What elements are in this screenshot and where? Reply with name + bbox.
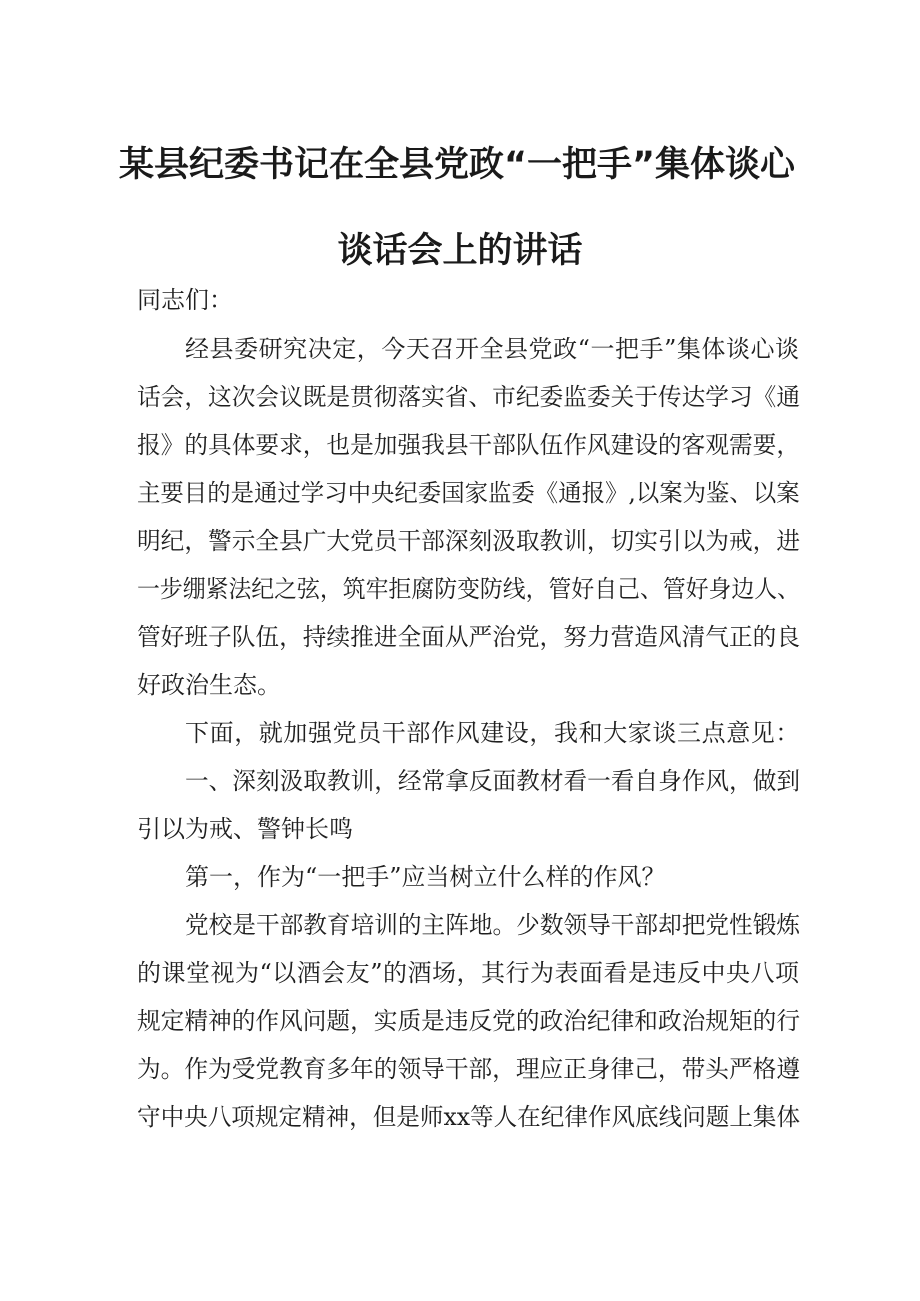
paragraph-line: 规定精神的作风问题，实质是违反党的政治纪律和政治规矩的行 [137, 1007, 800, 1035]
paragraph-line: 经县委研究决定，今天召开全县党政“一把手”集体谈心谈 [185, 335, 800, 363]
paragraph-line: 的课堂视为“以酒会友”的酒场，其行为表面看是违反中央八项 [137, 959, 800, 987]
paragraph-line: 明纪，警示全县广大党员干部深刻汲取教训，切实引以为戒，进 [137, 527, 800, 555]
subheading-line: 第一，作为“一把手”应当树立什么样的作风？ [185, 863, 666, 891]
paragraph-line: 党校是干部教育培训的主阵地。少数领导干部却把党性锻炼 [185, 911, 801, 939]
paragraph-line: 好政治生态。 [137, 671, 281, 699]
section-heading-line: 一、深刻汲取教训，经常拿反面教材看一看自身作风，做到 [185, 767, 801, 795]
paragraph-line: 守中央八项规定精神，但是师xx等人在纪律作风底线问题上集体 [137, 1103, 801, 1131]
document-title-line-1: 某县纪委书记在全县党政“一把手”集体谈心 [118, 145, 795, 185]
paragraph-line: 报》的具体要求，也是加强我县干部队伍作风建设的客观需要， [137, 431, 800, 459]
paragraph-line: 话会，这次会议既是贯彻落实省、市纪委监委关于传达学习《通 [137, 383, 800, 411]
paragraph-line: 下面，就加强党员干部作风建设，我和大家谈三点意见： [185, 719, 800, 747]
document-title-line-2: 谈话会上的讲话 [337, 231, 583, 271]
paragraph-line: 为。作为受党教育多年的领导干部，理应正身律己，带头严格遵 [137, 1055, 800, 1083]
paragraph-line: 主要目的是通过学习中央纪委国家监委《通报》,以案为鉴、以案 [137, 479, 800, 507]
salutation: 同志们： [137, 286, 233, 314]
paragraph-line: 管好班子队伍，持续推进全面从严治党，努力营造风清气正的良 [137, 623, 800, 651]
paragraph-line: 一步绷紧法纪之弦，筑牢拒腐防变防线，管好自己、管好身边人、 [137, 575, 801, 603]
section-heading-line: 引以为戒、警钟长鸣 [137, 815, 353, 843]
